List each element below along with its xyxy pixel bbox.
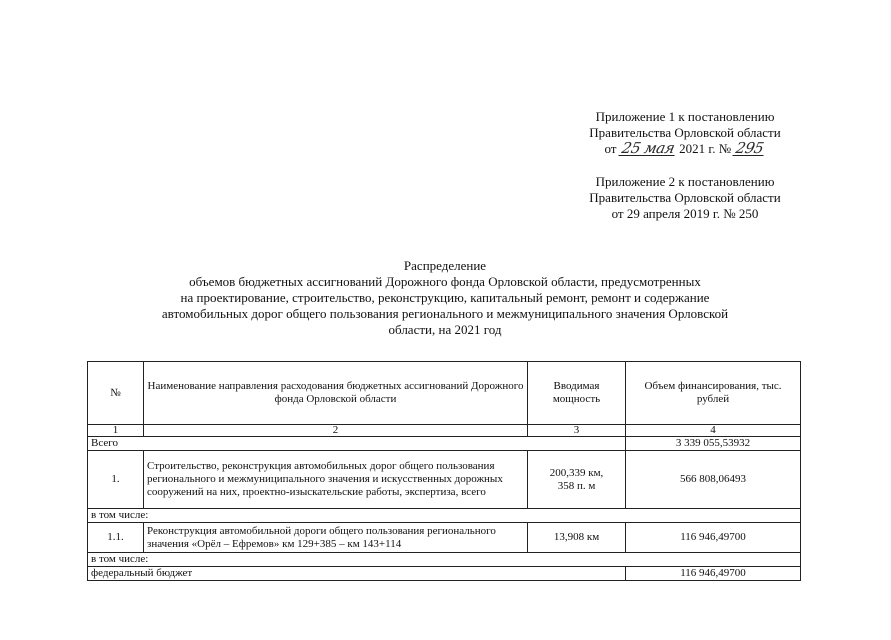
document-title: [90, 258, 800, 338]
header-capacity: Вводимая мощность: [528, 362, 626, 425]
appendix-1-prefix: от: [604, 141, 617, 156]
appendix-1-date-line: [540, 141, 830, 157]
title-line2: объемов бюджетных ассигнований Дорожного фонда Орловской области, предусмотренных: [189, 274, 701, 289]
title-line3: на проектирование, строительство, реконструкцию, капитальный ремонт, ремонт и содержание: [180, 290, 710, 305]
title-line4: автомобильных дорог общего пользования регионального и межмуниципального значения Орловской: [161, 306, 729, 321]
capacity-line: 358 п. м: [557, 479, 596, 492]
row-name: Строительство, реконструкция автомобильных дорог общего пользования регионального и межмуниципального значения и искусственных дорожных сооружений на них, проектно-изыскательские работы, экспертиза, всего: [144, 451, 528, 509]
appendix-1-line1: Приложение 1 к постановлению: [595, 109, 775, 124]
appendix-2-header: [540, 174, 830, 222]
table-row: [88, 451, 801, 509]
row-capacity: 13,908 км: [528, 523, 626, 553]
appendix-1-header: [540, 109, 830, 157]
appendix-2-line1: Приложение 2 к постановлению: [595, 174, 775, 189]
including-label: в том числе:: [88, 509, 801, 523]
appendix-2-line3: от 29 апреля 2019 г. № 250: [611, 206, 759, 221]
title-line5: области, на 2021 год: [388, 322, 502, 337]
table-row: [88, 523, 801, 553]
row-capacity: [528, 451, 626, 509]
row-num: 1.1.: [88, 523, 144, 553]
handwritten-number: 295: [734, 139, 766, 157]
allocation-table: [87, 361, 801, 581]
appendix-1-year: 2021 г. №: [679, 141, 732, 156]
column-number-row: [88, 425, 801, 437]
including-label: в том числе:: [88, 553, 801, 567]
federal-label: федеральный бюджет: [88, 567, 626, 581]
header-volume: Объем финансирования, тыс. рублей: [626, 362, 801, 425]
total-value: 3 339 055,53932: [626, 437, 801, 451]
federal-value: 116 946,49700: [626, 567, 801, 581]
table-row-total: [88, 437, 801, 451]
row-name: Реконструкция автомобильной дороги общего пользования регионального значения «Орёл – Ефремов» км 129+385 – км 143+114: [144, 523, 528, 553]
appendix-1-line2: Правительства Орловской области: [589, 125, 781, 140]
title-line1: Распределение: [403, 258, 487, 273]
row-value: 566 808,06493: [626, 451, 801, 509]
table-row-including: [88, 509, 801, 523]
capacity-line: 200,339 км,: [549, 466, 604, 479]
table-header-row: [88, 362, 801, 425]
column-number: 1: [88, 425, 144, 437]
table-row-including: [88, 553, 801, 567]
header-name: Наименование направления расходования бюджетных ассигнований Дорожного фонда Орловской области: [144, 362, 528, 425]
column-number: 2: [144, 425, 528, 437]
handwritten-date: 25 мая: [619, 139, 676, 157]
header-num: №: [88, 362, 144, 425]
total-label: Всего: [88, 437, 626, 451]
appendix-2-line2: Правительства Орловской области: [589, 190, 781, 205]
column-number: 4: [626, 425, 801, 437]
column-number: 3: [528, 425, 626, 437]
row-num: 1.: [88, 451, 144, 509]
row-value: 116 946,49700: [626, 523, 801, 553]
table-row-federal: [88, 567, 801, 581]
